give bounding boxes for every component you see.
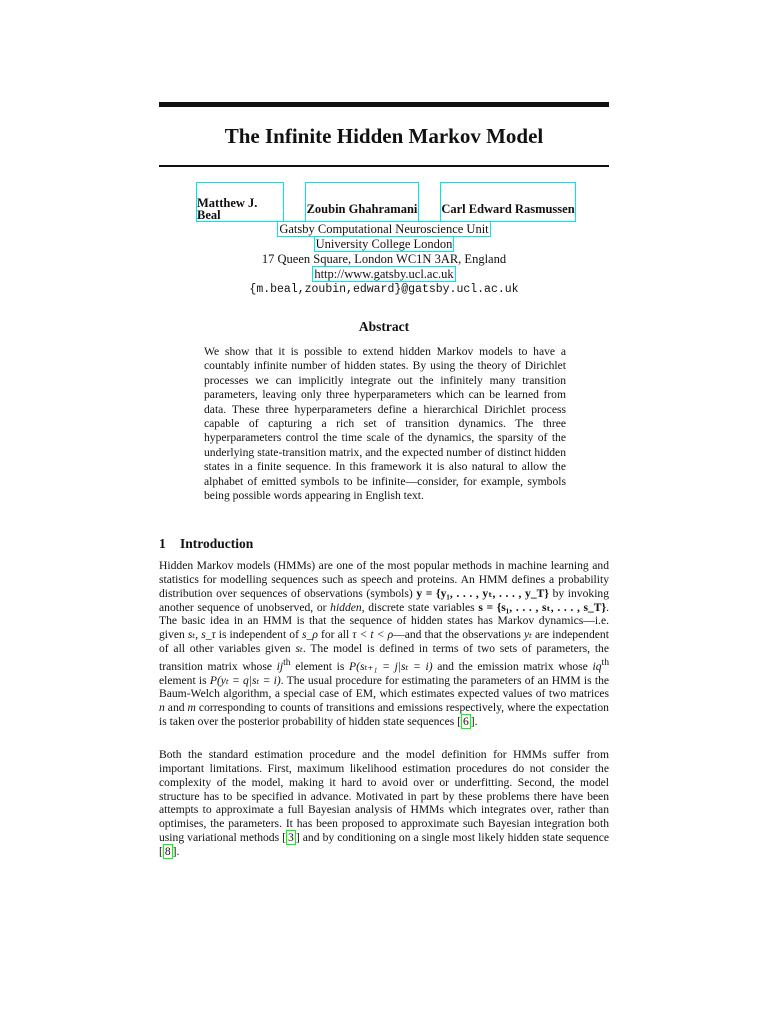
intro-paragraph-2 — [159, 748, 609, 859]
paper-title: The Infinite Hidden Markov Model — [224, 124, 544, 148]
text-run: and — [167, 701, 185, 715]
math-inline: yₜ — [523, 628, 532, 642]
section-title: Introduction — [180, 536, 254, 551]
text-run: ] and by conditioning on a single most likely hidden state sequence [ — [159, 831, 610, 858]
text-run: is independent of — [218, 628, 299, 642]
author-link-ghahramani[interactable] — [305, 182, 419, 222]
section-heading-introduction — [159, 536, 253, 552]
math-inline: sₜ — [295, 642, 303, 656]
affiliation-block — [0, 222, 768, 297]
affiliation-url-link[interactable]: http://www.gatsby.ucl.ac.uk — [314, 267, 454, 281]
author-link-rasmussen[interactable] — [440, 182, 576, 222]
text-run: . The basic idea in an HMM is that the sequence of hidden states has Markov dynamics—i.e. given — [159, 600, 610, 642]
intro-paragraph-1 — [159, 559, 609, 729]
title-top-rule — [159, 102, 609, 107]
affiliation-unit-link[interactable]: Gatsby Computational Neuroscience Unit — [279, 222, 489, 236]
emphasis-hidden: hidden — [330, 600, 362, 614]
text-run: element is — [295, 659, 345, 673]
math-inline: P(yₜ = q|sₜ = i) — [209, 673, 281, 687]
section-number: 1 — [159, 536, 166, 551]
author-list — [0, 182, 768, 226]
math-inline: ij — [276, 659, 284, 673]
author-emails: {m.beal,zoubin,edward}@gatsby.ucl.ac.uk — [249, 283, 519, 296]
text-run: . The usual procedure for estimating the parameters of an HMM is the Baum-Welch algorithm, a special case of EM, which estimates expected values of two matrices — [159, 673, 610, 701]
text-run: Both the standard estimation procedure and the model definition for HMMs suffer from important limitations. First, maximum likelihood estimation procedures do not consider the complexity of the model, making it hard to avoid over or underfitting. Second, the model structure has to be specified in advance. Motivated in part by these problems there have been attempts to approximate a full Bayesian analysis of HMMs which integrates over, rather than optimises, the parameters. It has been proposed to approximate such Bayesian integration both using variational methods [ — [159, 748, 609, 845]
text-run: , discrete state variables — [361, 600, 475, 614]
affiliation-institution-link[interactable]: University College London — [315, 237, 453, 251]
math-y-sequence: y = {y₁, . . . , yₜ, . . . , y_T} — [416, 586, 549, 600]
author-name: Matthew J. Beal — [197, 196, 258, 222]
math-inline: n — [159, 701, 165, 715]
citation-link-3[interactable]: 3 — [288, 831, 294, 845]
math-inline: τ < t < ρ — [352, 628, 394, 642]
abstract-text: We show that it is possible to extend hidden Markov models to have a countably infinite number of hidden states. By using the theory of Dirichlet processes we can implicitly integrate out the infinitely many transition parameters, leaving only three hyperparameters which can be learned from data. These three hyperparameters define a hierarchical Dirichlet process capable of capturing a rich set of transition dynamics. The three hyperparameters control the time scale of the dynamics, the sparsity of the underlying state-transition matrix, and the expected number of distinct hidden states in a finite sequence. In this framework it is also natural to allow the alphabet of emitted symbols to be infinite—consider, for example, symbols being possible words appearing in English text. — [204, 345, 566, 503]
superscript: th — [601, 656, 610, 668]
text-run: for all — [320, 628, 350, 642]
text-run: . The model is defined in terms of two sets of parameters, the transition matrix whose — [159, 642, 610, 673]
math-inline: s_ρ — [302, 628, 318, 642]
citation-link-8[interactable]: 8 — [164, 844, 171, 858]
affiliation-address: 17 Queen Square, London WC1N 3AR, England — [261, 252, 507, 266]
text-run: ]. — [470, 715, 478, 729]
text-run: Hidden Markov models (HMMs) are one of the most popular methods in machine learning and statistics for modelling sequences such as speech and proteins. An HMM defines a probability distribution over sequences of observations (symbols) — [159, 559, 609, 600]
text-run: —and that the observations — [393, 628, 521, 642]
math-inline: iq — [592, 659, 602, 673]
text-run: are independent of all other variables given — [159, 628, 609, 656]
citation-link-6[interactable]: 6 — [463, 715, 469, 729]
math-inline: P(sₜ₊₁ = j|sₜ = i) — [349, 659, 433, 673]
text-run: ]. — [172, 844, 180, 858]
math-s-sequence: s = {s₁, . . . , sₜ, . . . , s_T} — [478, 600, 607, 614]
author-name: Carl Edward Rasmussen — [441, 202, 575, 216]
text-run: by invoking another sequence of unobserved, or — [159, 586, 610, 614]
text-run: element is — [159, 673, 207, 687]
title-bottom-rule — [159, 165, 609, 167]
author-link-beal[interactable] — [196, 182, 284, 222]
text-run: and the emission matrix whose — [437, 659, 588, 673]
math-inline: sₜ, s_τ — [187, 628, 216, 642]
superscript: th — [283, 656, 291, 668]
math-inline: m — [187, 701, 196, 715]
text-run: corresponding to counts of transitions and emissions respectively, where the expectation is taken over the posterior probability of hidden state sequences [ — [159, 701, 609, 729]
abstract-heading: Abstract — [358, 319, 410, 334]
author-name: Zoubin Ghahramani — [306, 202, 418, 216]
